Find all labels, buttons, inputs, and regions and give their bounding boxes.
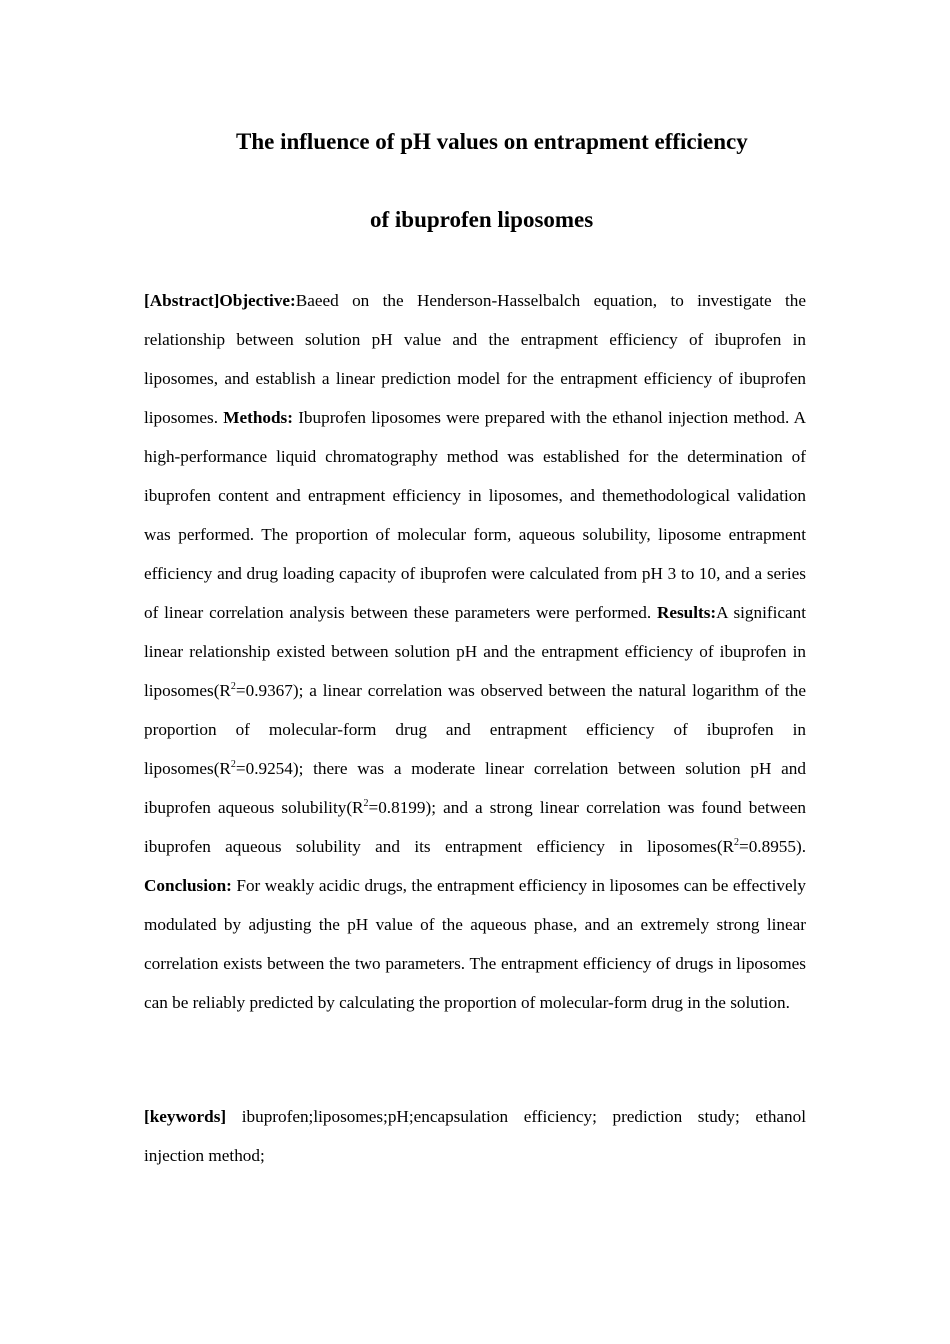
- results-text-5: =0.8955).: [739, 837, 806, 856]
- objective-text: Baeed on the Henderson-Hasselbalch equation, to investigate the relationship between solution pH value and the entrapment efficiency of ibuprofen in liposomes, and establish a linear prediction model for the entrapment efficiency of ibuprofen liposomes.: [144, 291, 806, 427]
- results-text-3: =0.9254); there was a moderate linear correlation between solution pH and ibuprofen aqueous solubility(R: [144, 759, 806, 817]
- abstract-heading: [Abstract]Objective:: [144, 291, 296, 310]
- paper-title-line-2: of ibuprofen liposomes: [370, 207, 594, 232]
- keywords-label: [keywords]: [144, 1107, 227, 1126]
- abstract-paragraph: [144, 281, 806, 1022]
- paper-title-line-1: The influence of pH values on entrapment efficiency: [236, 129, 748, 154]
- results-label: Results:: [656, 603, 717, 622]
- r-squared-superscript-1: 2: [230, 681, 236, 692]
- r-squared-superscript-3: 2: [363, 798, 369, 809]
- results-text-4: =0.8199); and a strong linear correlation was found between ibuprofen aqueous solubility and its entrapment efficiency in liposomes(R: [144, 798, 806, 856]
- r-squared-superscript-2: 2: [230, 759, 236, 770]
- keywords-paragraph: [144, 1097, 806, 1175]
- keywords-text: ibuprofen;liposomes;pH;encapsulation efficiency; prediction study; ethanol injection method;: [144, 1107, 806, 1165]
- conclusion-text: For weakly acidic drugs, the entrapment efficiency in liposomes can be effectively modulated by adjusting the pH value of the aqueous phase, and an extremely strong linear correlation exists between the two parameters. The entrapment efficiency of drugs in liposomes can be reliably predicted by calculating the proportion of molecular-form drug in the solution.: [144, 876, 806, 1012]
- r-squared-superscript-4: 2: [734, 837, 740, 848]
- results-text-1: A significant linear relationship existed between solution pH and the entrapment efficiency of ibuprofen in liposomes(R: [144, 603, 806, 700]
- results-text-2: =0.9367); a linear correlation was observed between the natural logarithm of the proportion of molecular-form drug and entrapment efficiency of ibuprofen in liposomes(R: [144, 681, 806, 778]
- methods-text: Ibuprofen liposomes were prepared with the ethanol injection method. A high-performance liquid chromatography method was established for the determination of ibuprofen content and entrapment efficiency in liposomes, and themethodological validation was performed. The proportion of molecular form, aqueous solubility, liposome entrapment efficiency and drug loading capacity of ibuprofen were calculated from pH 3 to 10, and a series of linear correlation analysis between these parameters were performed.: [144, 408, 806, 622]
- conclusion-label: Conclusion:: [144, 876, 232, 895]
- methods-label: Methods:: [223, 408, 293, 427]
